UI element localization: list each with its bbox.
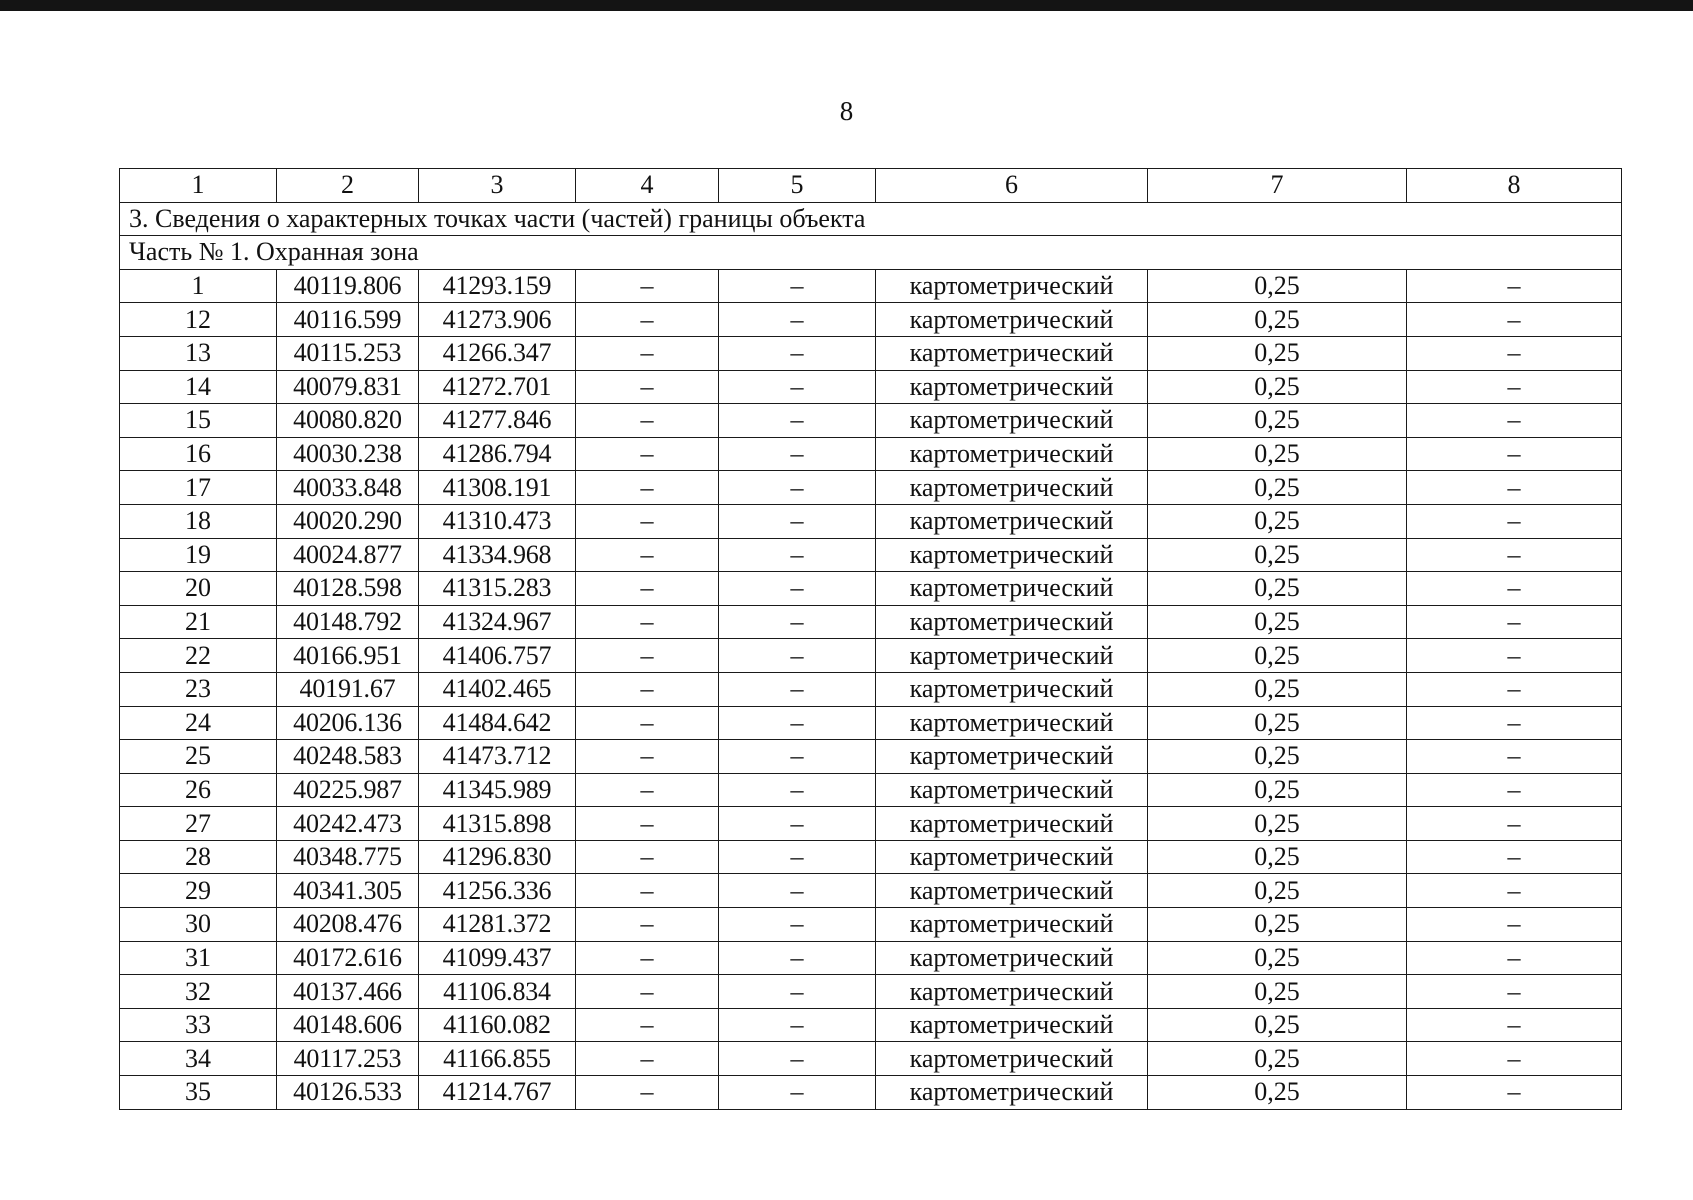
section-title-row [120, 202, 1622, 236]
y-coordinate-cell: 41293.159 [419, 269, 576, 303]
method-cell: картометрический [876, 303, 1148, 337]
y-coordinate-cell: 41277.846 [419, 404, 576, 438]
table-row [120, 269, 1622, 303]
column-number: 7 [1148, 169, 1407, 203]
column-8-cell: – [1407, 639, 1622, 673]
column-8-cell: – [1407, 807, 1622, 841]
column-8-cell: – [1407, 908, 1622, 942]
accuracy-cell: 0,25 [1148, 471, 1407, 505]
column-number: 4 [576, 169, 719, 203]
y-coordinate-cell: 41310.473 [419, 504, 576, 538]
table-row [120, 437, 1622, 471]
table-row [120, 740, 1622, 774]
column-4-cell: – [576, 874, 719, 908]
column-4-cell: – [576, 336, 719, 370]
column-8-cell: – [1407, 672, 1622, 706]
column-5-cell: – [719, 874, 876, 908]
method-cell: картометрический [876, 908, 1148, 942]
method-cell: картометрический [876, 807, 1148, 841]
column-number: 2 [277, 169, 419, 203]
method-cell: картометрический [876, 672, 1148, 706]
y-coordinate-cell: 41406.757 [419, 639, 576, 673]
x-coordinate-cell: 40020.290 [277, 504, 419, 538]
column-4-cell: – [576, 975, 719, 1009]
column-4-cell: – [576, 941, 719, 975]
column-4-cell: – [576, 706, 719, 740]
column-8-cell: – [1407, 504, 1622, 538]
method-cell: картометрический [876, 404, 1148, 438]
method-cell: картометрический [876, 1076, 1148, 1110]
column-8-cell: – [1407, 941, 1622, 975]
x-coordinate-cell: 40080.820 [277, 404, 419, 438]
method-cell: картометрический [876, 437, 1148, 471]
accuracy-cell: 0,25 [1148, 1008, 1407, 1042]
accuracy-cell: 0,25 [1148, 840, 1407, 874]
table-row [120, 538, 1622, 572]
column-8-cell: – [1407, 370, 1622, 404]
column-8-cell: – [1407, 1042, 1622, 1076]
table-body [120, 169, 1622, 1110]
y-coordinate-cell: 41160.082 [419, 1008, 576, 1042]
table-row [120, 404, 1622, 438]
point-number-cell: 15 [120, 404, 277, 438]
x-coordinate-cell: 40115.253 [277, 336, 419, 370]
accuracy-cell: 0,25 [1148, 370, 1407, 404]
method-cell: картометрический [876, 706, 1148, 740]
table-row [120, 639, 1622, 673]
column-8-cell: – [1407, 303, 1622, 337]
method-cell: картометрический [876, 370, 1148, 404]
x-coordinate-cell: 40137.466 [277, 975, 419, 1009]
method-cell: картометрический [876, 336, 1148, 370]
point-number-cell: 13 [120, 336, 277, 370]
column-8-cell: – [1407, 605, 1622, 639]
accuracy-cell: 0,25 [1148, 706, 1407, 740]
point-number-cell: 14 [120, 370, 277, 404]
accuracy-cell: 0,25 [1148, 1076, 1407, 1110]
accuracy-cell: 0,25 [1148, 773, 1407, 807]
accuracy-cell: 0,25 [1148, 437, 1407, 471]
x-coordinate-cell: 40033.848 [277, 471, 419, 505]
method-cell: картометрический [876, 1042, 1148, 1076]
y-coordinate-cell: 41286.794 [419, 437, 576, 471]
column-4-cell: – [576, 1042, 719, 1076]
column-5-cell: – [719, 1076, 876, 1110]
point-number-cell: 28 [120, 840, 277, 874]
column-number: 6 [876, 169, 1148, 203]
y-coordinate-cell: 41099.437 [419, 941, 576, 975]
y-coordinate-cell: 41296.830 [419, 840, 576, 874]
y-coordinate-cell: 41266.347 [419, 336, 576, 370]
y-coordinate-cell: 41281.372 [419, 908, 576, 942]
y-coordinate-cell: 41345.989 [419, 773, 576, 807]
column-5-cell: – [719, 404, 876, 438]
y-coordinate-cell: 41166.855 [419, 1042, 576, 1076]
column-8-cell: – [1407, 1008, 1622, 1042]
column-5-cell: – [719, 538, 876, 572]
column-4-cell: – [576, 303, 719, 337]
method-cell: картометрический [876, 840, 1148, 874]
column-5-cell: – [719, 471, 876, 505]
x-coordinate-cell: 40116.599 [277, 303, 419, 337]
column-5-cell: – [719, 840, 876, 874]
method-cell: картометрический [876, 605, 1148, 639]
column-4-cell: – [576, 1076, 719, 1110]
y-coordinate-cell: 41315.898 [419, 807, 576, 841]
column-8-cell: – [1407, 706, 1622, 740]
column-5-cell: – [719, 807, 876, 841]
column-5-cell: – [719, 975, 876, 1009]
x-coordinate-cell: 40079.831 [277, 370, 419, 404]
column-4-cell: – [576, 740, 719, 774]
column-4-cell: – [576, 538, 719, 572]
accuracy-cell: 0,25 [1148, 504, 1407, 538]
method-cell: картометрический [876, 874, 1148, 908]
method-cell: картометрический [876, 504, 1148, 538]
accuracy-cell: 0,25 [1148, 941, 1407, 975]
y-coordinate-cell: 41484.642 [419, 706, 576, 740]
accuracy-cell: 0,25 [1148, 605, 1407, 639]
y-coordinate-cell: 41256.336 [419, 874, 576, 908]
table-row [120, 303, 1622, 337]
page-number: 8 [839, 96, 854, 126]
point-number-cell: 20 [120, 572, 277, 606]
x-coordinate-cell: 40208.476 [277, 908, 419, 942]
column-5-cell: – [719, 773, 876, 807]
column-5-cell: – [719, 706, 876, 740]
column-8-cell: – [1407, 437, 1622, 471]
x-coordinate-cell: 40119.806 [277, 269, 419, 303]
column-5-cell: – [719, 572, 876, 606]
table-row [120, 874, 1622, 908]
y-coordinate-cell: 41324.967 [419, 605, 576, 639]
table-row [120, 941, 1622, 975]
point-number-cell: 18 [120, 504, 277, 538]
x-coordinate-cell: 40172.616 [277, 941, 419, 975]
column-5-cell: – [719, 370, 876, 404]
point-number-cell: 25 [120, 740, 277, 774]
point-number-cell: 21 [120, 605, 277, 639]
column-4-cell: – [576, 370, 719, 404]
table-row [120, 807, 1622, 841]
x-coordinate-cell: 40117.253 [277, 1042, 419, 1076]
y-coordinate-cell: 41106.834 [419, 975, 576, 1009]
part-title-row [120, 236, 1622, 270]
table-row [120, 605, 1622, 639]
column-4-cell: – [576, 404, 719, 438]
accuracy-cell: 0,25 [1148, 269, 1407, 303]
column-8-cell: – [1407, 538, 1622, 572]
section-title: 3. Сведения о характерных точках части (частей) границы объекта [120, 202, 1622, 236]
method-cell: картометрический [876, 639, 1148, 673]
column-number: 5 [719, 169, 876, 203]
column-number-row [120, 169, 1622, 203]
column-number: 1 [120, 169, 277, 203]
table-row [120, 706, 1622, 740]
column-4-cell: – [576, 639, 719, 673]
accuracy-cell: 0,25 [1148, 336, 1407, 370]
x-coordinate-cell: 40128.598 [277, 572, 419, 606]
method-cell: картометрический [876, 975, 1148, 1009]
y-coordinate-cell: 41334.968 [419, 538, 576, 572]
x-coordinate-cell: 40191.67 [277, 672, 419, 706]
y-coordinate-cell: 41272.701 [419, 370, 576, 404]
column-5-cell: – [719, 437, 876, 471]
column-4-cell: – [576, 840, 719, 874]
x-coordinate-cell: 40148.792 [277, 605, 419, 639]
table-row [120, 572, 1622, 606]
column-5-cell: – [719, 605, 876, 639]
x-coordinate-cell: 40024.877 [277, 538, 419, 572]
point-number-cell: 30 [120, 908, 277, 942]
column-4-cell: – [576, 672, 719, 706]
accuracy-cell: 0,25 [1148, 740, 1407, 774]
method-cell: картометрический [876, 740, 1148, 774]
column-4-cell: – [576, 807, 719, 841]
column-5-cell: – [719, 504, 876, 538]
column-5-cell: – [719, 672, 876, 706]
x-coordinate-cell: 40030.238 [277, 437, 419, 471]
column-8-cell: – [1407, 336, 1622, 370]
column-8-cell: – [1407, 773, 1622, 807]
point-number-cell: 12 [120, 303, 277, 337]
table-row [120, 773, 1622, 807]
table-row [120, 975, 1622, 1009]
accuracy-cell: 0,25 [1148, 538, 1407, 572]
point-number-cell: 22 [120, 639, 277, 673]
x-coordinate-cell: 40248.583 [277, 740, 419, 774]
column-5-cell: – [719, 908, 876, 942]
column-5-cell: – [719, 303, 876, 337]
point-number-cell: 16 [120, 437, 277, 471]
table-row [120, 471, 1622, 505]
x-coordinate-cell: 40348.775 [277, 840, 419, 874]
x-coordinate-cell: 40148.606 [277, 1008, 419, 1042]
method-cell: картометрический [876, 1008, 1148, 1042]
y-coordinate-cell: 41308.191 [419, 471, 576, 505]
column-number: 8 [1407, 169, 1622, 203]
column-4-cell: – [576, 572, 719, 606]
column-5-cell: – [719, 1042, 876, 1076]
column-4-cell: – [576, 471, 719, 505]
boundary-points-table [119, 168, 1622, 1110]
point-number-cell: 17 [120, 471, 277, 505]
column-4-cell: – [576, 269, 719, 303]
accuracy-cell: 0,25 [1148, 1042, 1407, 1076]
column-5-cell: – [719, 941, 876, 975]
point-number-cell: 27 [120, 807, 277, 841]
table-row [120, 672, 1622, 706]
column-8-cell: – [1407, 874, 1622, 908]
column-5-cell: – [719, 639, 876, 673]
x-coordinate-cell: 40206.136 [277, 706, 419, 740]
column-4-cell: – [576, 437, 719, 471]
column-8-cell: – [1407, 404, 1622, 438]
y-coordinate-cell: 41273.906 [419, 303, 576, 337]
x-coordinate-cell: 40126.533 [277, 1076, 419, 1110]
column-8-cell: – [1407, 975, 1622, 1009]
accuracy-cell: 0,25 [1148, 303, 1407, 337]
method-cell: картометрический [876, 773, 1148, 807]
table-row [120, 1008, 1622, 1042]
accuracy-cell: 0,25 [1148, 874, 1407, 908]
accuracy-cell: 0,25 [1148, 975, 1407, 1009]
column-5-cell: – [719, 740, 876, 774]
x-coordinate-cell: 40166.951 [277, 639, 419, 673]
column-4-cell: – [576, 908, 719, 942]
point-number-cell: 29 [120, 874, 277, 908]
column-4-cell: – [576, 1008, 719, 1042]
column-4-cell: – [576, 504, 719, 538]
method-cell: картометрический [876, 941, 1148, 975]
point-number-cell: 24 [120, 706, 277, 740]
column-8-cell: – [1407, 1076, 1622, 1110]
accuracy-cell: 0,25 [1148, 404, 1407, 438]
y-coordinate-cell: 41473.712 [419, 740, 576, 774]
table-row [120, 1042, 1622, 1076]
point-number-cell: 33 [120, 1008, 277, 1042]
accuracy-cell: 0,25 [1148, 807, 1407, 841]
y-coordinate-cell: 41214.767 [419, 1076, 576, 1110]
column-8-cell: – [1407, 471, 1622, 505]
column-number: 3 [419, 169, 576, 203]
y-coordinate-cell: 41315.283 [419, 572, 576, 606]
method-cell: картометрический [876, 572, 1148, 606]
column-8-cell: – [1407, 740, 1622, 774]
accuracy-cell: 0,25 [1148, 572, 1407, 606]
table-row [120, 840, 1622, 874]
accuracy-cell: 0,25 [1148, 639, 1407, 673]
column-5-cell: – [719, 336, 876, 370]
y-coordinate-cell: 41402.465 [419, 672, 576, 706]
x-coordinate-cell: 40225.987 [277, 773, 419, 807]
accuracy-cell: 0,25 [1148, 672, 1407, 706]
part-title: Часть № 1. Охранная зона [120, 236, 1622, 270]
column-8-cell: – [1407, 840, 1622, 874]
point-number-cell: 32 [120, 975, 277, 1009]
table-row [120, 908, 1622, 942]
point-number-cell: 31 [120, 941, 277, 975]
point-number-cell: 34 [120, 1042, 277, 1076]
point-number-cell: 35 [120, 1076, 277, 1110]
point-number-cell: 1 [120, 269, 277, 303]
x-coordinate-cell: 40242.473 [277, 807, 419, 841]
method-cell: картометрический [876, 538, 1148, 572]
column-4-cell: – [576, 773, 719, 807]
column-5-cell: – [719, 1008, 876, 1042]
column-5-cell: – [719, 269, 876, 303]
column-4-cell: – [576, 605, 719, 639]
table-row [120, 336, 1622, 370]
point-number-cell: 19 [120, 538, 277, 572]
table-row [120, 504, 1622, 538]
x-coordinate-cell: 40341.305 [277, 874, 419, 908]
table-row [120, 1076, 1622, 1110]
method-cell: картометрический [876, 269, 1148, 303]
accuracy-cell: 0,25 [1148, 908, 1407, 942]
top-border-rule [0, 0, 1693, 11]
column-8-cell: – [1407, 269, 1622, 303]
point-number-cell: 23 [120, 672, 277, 706]
method-cell: картометрический [876, 471, 1148, 505]
column-8-cell: – [1407, 572, 1622, 606]
table-row [120, 370, 1622, 404]
point-number-cell: 26 [120, 773, 277, 807]
